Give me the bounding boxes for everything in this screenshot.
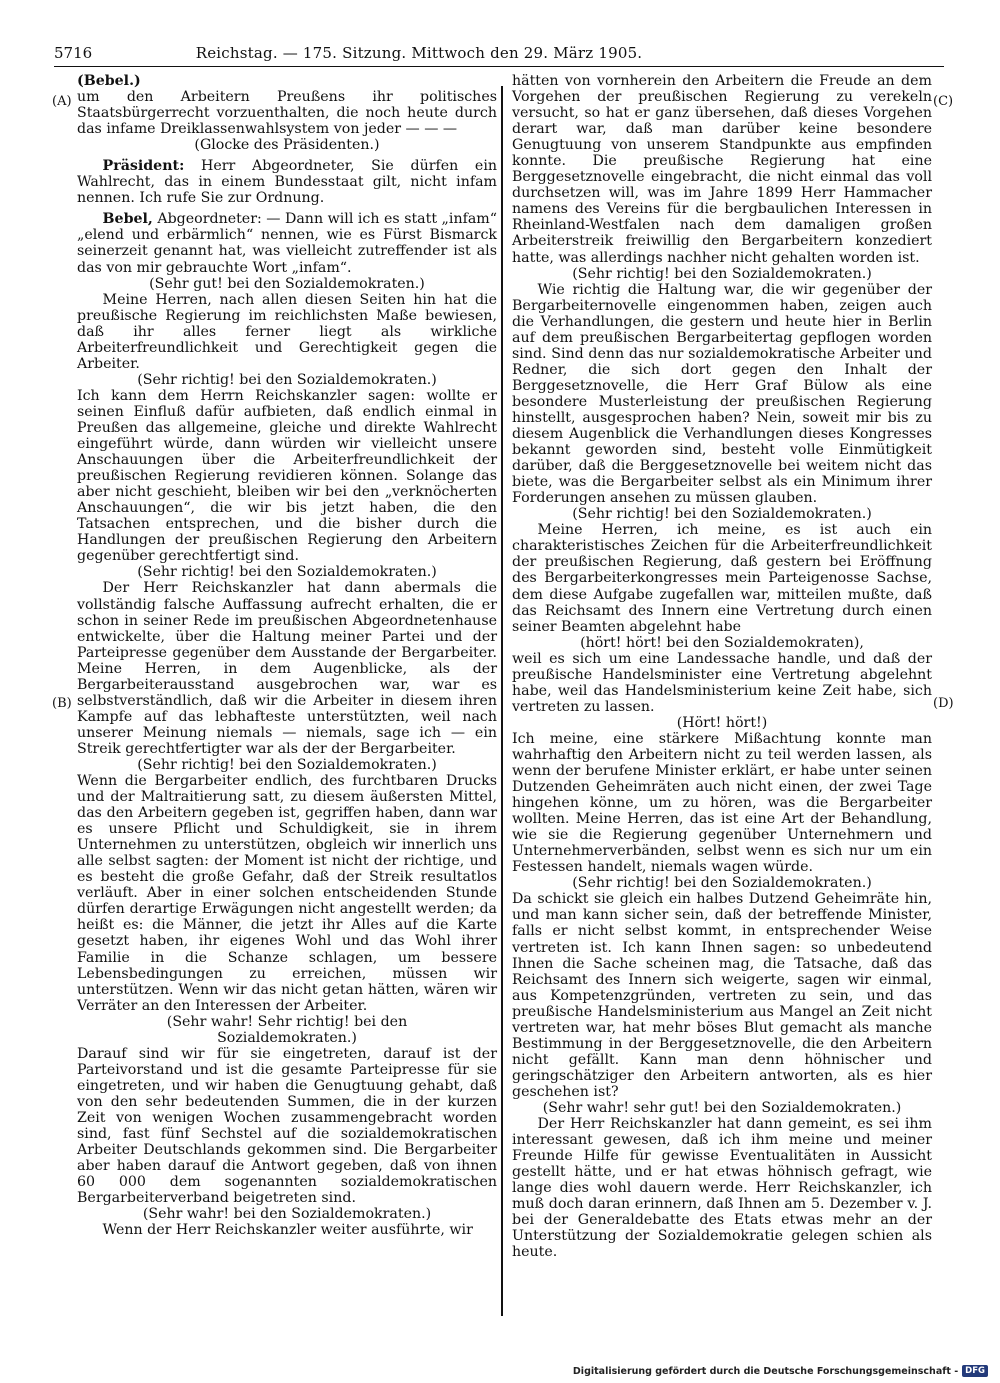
margin-marker-b: (B): [52, 696, 72, 711]
footer-credit: Digitalisierung gefördert durch die Deutsche Forschungsgemeinschaft -: [572, 1365, 959, 1377]
interjection: (Sehr wahr! sehr gut! bei den Sozialdemokraten.): [542, 1100, 902, 1116]
speech-president: [77, 158, 497, 206]
speech-text: Herr Abgeordneter, Sie dürfen ein Wahlrecht, das in einem Bundesstaat gilt, nicht infam nennen. Ich rufe Sie zur Ordnung.: [77, 158, 497, 207]
interjection: (Sehr richtig! bei den Sozialdemokraten.): [572, 875, 872, 892]
speech-text: Abgeordneter: — Dann will ich es statt „infam“ „elend und erbärmlich“ nennen, wie es Fürst Bismarck seinerzeit genannt hat, was vielleicht zutreffender ist als das von mir gebrauchte Wort „infam“.: [77, 211, 497, 276]
paragraph: Wie richtig die Haltung war, die wir gegenüber der Bergarbeiternovelle eingenommen haben, zeigen auch die Verhandlungen, die gestern und heute hier in Berlin auf dem preußischen Bergarbeitertag gepflogen worden sind. Sind denn das nur sozialdemokratische Arbeiter und Redner, die sich dort gegen den Inhalt der Berggesetznovelle, die Herr Graf Bülow als eine besondere Musterleistung der preußischen Regierung hinstellt, ausgesprochen haben? Nein, soweit mir bis zu diesem Augenblick die Verhandlungen dieses Kongresses bekannt geworden sind, besteht volle Einmütigkeit darüber, daß die Berggesetznovelle bei weitem nicht das biete, was die Bergarbeiter selbst als ein Minimum ihrer Forderungen ansehen zu müssen glauben.: [512, 281, 932, 507]
margin-marker-d: (D): [933, 696, 954, 711]
paragraph: Darauf sind wir für sie eingetreten, darauf ist der Parteivorstand und ist die gesamte Parteipresse für sie eingetreten, und wir haben die Genugtuung gehabt, daß von den sehr bedeutenden Summen, die in der kurzen Zeit von wenigen Wochen zusammengebracht worden sind, fast fünf Sechstel auf die sozialdemokratischen Arbeiter Deutschlands gekommen sind. Die Bergarbeiter aber haben darauf die Antwort gegeben, daß von ihnen 60 000 dem sogenannten sozialdemokratischen Bergarbeiterverband beigetreten sind.: [77, 1045, 497, 1207]
interjection: (Sehr richtig! bei den Sozialdemokraten.): [572, 506, 872, 523]
left-column: [77, 73, 497, 1238]
running-title: Reichstag. — 175. Sitzung. Mittwoch den 29. März 1905.: [195, 44, 643, 62]
interjection: (Glocke des Präsidenten.): [194, 137, 380, 154]
dfg-logo: DFG: [962, 1365, 988, 1377]
speaker-continuation: (Bebel.): [77, 73, 141, 89]
paragraph: hätten von vornherein den Arbeitern die Freude an dem Vorgehen der preußischen Regierung zu verekeln versucht, so hat er ganz übersehen, daß dieses Vorgehen derart war, daß man darüber keine besondere Genugtuung von unserem Standpunkte aus empfinden konnte. Die preußische Regierung hat eine Berggesetznovelle eingebracht, die nicht einmal das voll durchsetzen will, was im Jahre 1899 Herr Hammacher namens des Vereins für die bergbaulichen Interessen in Rheinland-Westfalen nach dem damaligen großen Arbeiterstreik freiwillig den Bergarbeitern konzediert hatte, was allerdings nachher nicht gehalten worden ist.: [512, 73, 932, 266]
right-column: [512, 73, 932, 1260]
digitization-footer: [573, 1365, 988, 1377]
interjection: (Sehr gut! bei den Sozialdemokraten.): [149, 275, 425, 292]
paragraph: Ich kann dem Herrn Reichskanzler sagen: wollte er seinen Einfluß dafür aufbieten, daß endlich einmal in Preußen das allgemeine, gleiche und direkte Wahlrecht eingeführt würde, dann würden wir vielleicht unsere Anschauungen über die Arbeiterfreundlichkeit der preußischen Regierung revidieren können. Solange das aber nicht geschieht, bleiben wir bei den „verknöcherten Anschauungen“, die wir bis jetzt haben, die den Tatsachen entsprechen, und die bisher durch die Handlungen der preußischen Regierung den Arbeitern gegenüber gerechtfertigt sind.: [77, 387, 497, 565]
margin-marker-c: (C): [933, 94, 954, 109]
interjection: (hört! hört! bei den Sozialdemokraten),: [580, 634, 864, 651]
paragraph: Der Herr Reichskanzler hat dann gemeint, es sei ihm interessant gewesen, daß ich ihm meine und meiner Freunde Hilfe für gewisse Eventualitäten in Aussicht gestellt hätte, und er hat etwas höhnisch gefragt, wie lange dies wohl dauern werde. Herr Reichskanzler, ich muß doch daran erinnern, daß Ihnen am 5. Dezember v. J. bei der Generaldebatte des Etats etwas mehr an der Unterstützung der Sozialdemokratie gelegen schien als heute.: [512, 1116, 932, 1261]
page-number: 5716: [54, 44, 93, 62]
interjection: (Sehr richtig! bei den Sozialdemokraten.): [572, 265, 872, 282]
interjection: (Sehr richtig! bei den Sozialdemokraten.): [137, 371, 437, 388]
interjection: (Sehr wahr! bei den Sozialdemokraten.): [142, 1206, 432, 1223]
interjection: (Hört! hört!): [676, 714, 768, 731]
column-divider: [501, 86, 503, 1316]
interjection: (Sehr richtig! bei den Sozialdemokraten.): [137, 564, 437, 581]
speaker-name: Bebel,: [102, 211, 153, 228]
interjection: (Sehr richtig! bei den Sozialdemokraten.): [137, 756, 437, 773]
paragraph: weil es sich um eine Landessache handle, und daß der preußische Handelsminister eine Vertretung abgelehnt habe, weil das Handelsministerium keine Zeit habe, sich vertreten zu lassen.: [512, 650, 932, 715]
interjection: (Sehr wahr! Sehr richtig! bei den Sozialdemokraten.): [166, 1013, 408, 1046]
paragraph: Da schickt sie gleich ein halbes Dutzend Geheimräte hin, und man kann sicher sein, daß der betreffende Minister, falls er nicht selbst kommt, in entsprechender Weise vertreten ist. Ich kann Ihnen sagen: so unbedeutend Ihnen die Sache scheinen mag, die Tatsache, daß das Reichsamt des Innern sich weigerte, sagen wir einmal, aus Kompetenzgründen, vertreten zu sein, und das preußische Handelsministerium aus Mangel an Zeit nicht vertreten war, hat mehr böses Blut gemacht als manche Bestimmung in der Berggesetznovelle, die den Arbeitern nicht gefällt. Kann man denn höhnischer und geringschätziger den Arbeitern antworten, als es hier geschehen ist?: [512, 891, 932, 1100]
speech-bebel: [77, 211, 497, 275]
paragraph: Der Herr Reichskanzler hat dann abermals die vollständig falsche Auffassung aufrecht erhalten, die er schon in seiner Rede im preußischen Abgeordnetenhause entwickelte, über die Haltung meiner Partei und der Parteipresse gegenüber dem Ausstande der Bergarbeiter. Meine Herren, in dem Augenblicke, als der Bergarbeiterausstand ausgebrochen war, war es selbstverständlich, daß wir die Arbeiter in diesem ihren Kampfe auf das lebhafteste unterstützten, weil nach unserer Meinung niemals — niemals, sage ich — ein Streik gerechtfertigter war als der der Bergarbeiter.: [77, 580, 497, 757]
paragraph: Wenn der Herr Reichskanzler weiter ausführte, wir: [102, 1222, 473, 1239]
paragraph: Meine Herren, nach allen diesen Seiten hin hat die preußische Regierung im reichlichsten Maße bewiesen, daß ihr alles ferner liegt als wirkliche Arbeiterfreundlichkeit und Gerechtigkeit gegen die Arbeiter.: [77, 291, 497, 372]
page-header: [54, 44, 722, 66]
margin-marker-a: (A): [52, 94, 72, 109]
header-rule: [54, 66, 944, 67]
paragraph: Meine Herren, ich meine, es ist auch ein charakteristisches Zeichen für die Arbeiterfreundlichkeit der preußischen Regierung, daß gestern bei Eröffnung des Bergarbeiterkongresses mein Parteigenosse Sachse, dem diese Aufgabe zugefallen war, mitteilen mußte, daß das Reichsamt des Innern eine Vertretung durch einen seiner Beamten abgelehnt habe: [512, 522, 932, 635]
paragraph: Ich meine, eine stärkere Mißachtung konnte man wahrhaftig den Arbeitern nicht zu teil werden lassen, als wenn der berufene Minister erklärt, er habe unter seinen Dutzenden Geheimräten auch nicht einen, der zwei Tage hingehen könne, um zu hören, was die Bergarbeiter wollten. Meine Herren, das ist eine Art der Behandlung, wie sie die Regierung gegenüber Unternehmern und Unternehmerverbänden, selbst wenn es sich nur um ein Festessen handelt, niemals wagen würde.: [512, 730, 932, 876]
speaker-name: Präsident:: [102, 158, 185, 175]
paragraph: um den Arbeitern Preußens ihr politisches Staatsbürgerrecht vorzuenthalten, die noch heute durch das infame Dreiklassenwahlsystem von jeder — — —: [77, 89, 497, 138]
paragraph: Wenn die Bergarbeiter endlich, des furchtbaren Drucks und der Maltraitierung satt, zu diesem äußersten Mittel, das den Arbeitern gegeben ist, gegriffen haben, dann war es unsere Pflicht und Schuldigkeit, sie in ihrem Unternehmen zu unterstützen, obgleich wir innerlich uns alle selbst sagten: der Moment ist nicht der richtige, und es besteht die große Gefahr, daß der Streik resultatlos verläuft. Aber in einer solchen entscheidenden Stunde dürfen derartige Erwägungen nicht angestellt werden; da heißt es: die Männer, die jetzt ihr Alles auf die Karte gesetzt haben, ihr eigenes Wohl und das Wohl ihrer Familie in die Schanze schlagen, um bessere Lebensbedingungen zu erreichen, müssen wir unterstützen. Wenn wir das nicht getan hätten, wären wir Verräter an den Interessen der Arbeiter.: [77, 773, 497, 1014]
